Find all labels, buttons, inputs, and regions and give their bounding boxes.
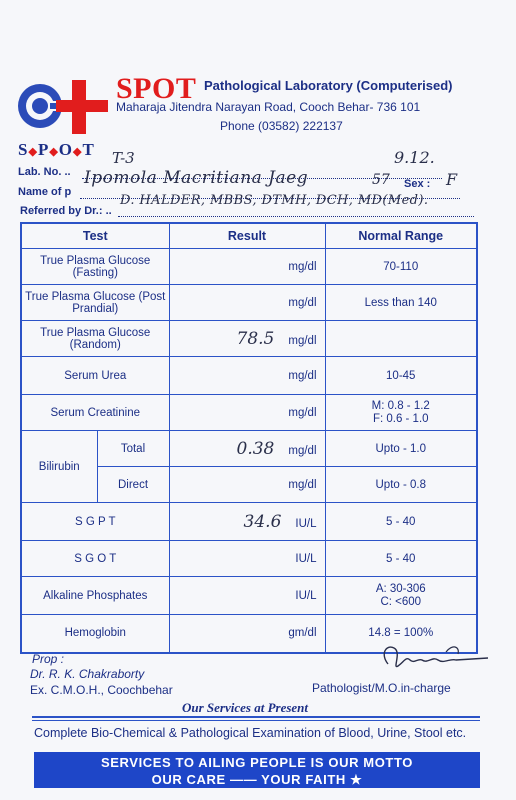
result-cell: mg/dl	[169, 249, 325, 285]
test-name: Serum Urea	[21, 357, 169, 395]
prop-name: Dr. R. K. Chakraborty	[30, 667, 145, 681]
lab-no-value: T-3	[112, 149, 135, 167]
lab-address: Maharaja Jitendra Narayan Road, Cooch Behar- 736 101	[116, 100, 421, 114]
range-cell: Upto - 1.0	[325, 431, 477, 467]
range-cell	[325, 321, 477, 357]
table-row	[21, 395, 477, 431]
patient-name-label: Name of p	[18, 186, 72, 198]
motto-banner	[34, 752, 480, 788]
patient-age-value: 57	[372, 172, 390, 188]
range-cell: 5 - 40	[325, 503, 477, 541]
result-cell: mg/dl	[169, 285, 325, 321]
table-row	[21, 577, 477, 615]
header-test: Test	[21, 223, 169, 249]
services-heading: Our Services at Present	[182, 700, 309, 715]
referred-by-value: D. HALDER, MBBS, DTMH, DCH, MD(Med).	[120, 193, 429, 208]
header-range: Normal Range	[325, 223, 477, 249]
bilirubin-total-label: Total	[97, 431, 169, 467]
prop-label: Prop :	[32, 652, 65, 666]
range-cell: A: 30-306 C: <600	[325, 577, 477, 615]
range-cell: 5 - 40	[325, 541, 477, 577]
table-row	[21, 357, 477, 395]
result-cell: 78.5 mg/dl	[169, 321, 325, 357]
result-cell: 0.38 mg/dl	[169, 431, 325, 467]
result-cell: mg/dl	[169, 395, 325, 431]
lab-logo-icon	[16, 76, 112, 138]
table-header-row	[21, 223, 477, 249]
test-name: S G P T	[21, 503, 169, 541]
result-cell: mg/dl	[169, 357, 325, 395]
test-name: Serum Creatinine	[21, 395, 169, 431]
bilirubin-label: Bilirubin	[21, 431, 97, 503]
prop-designation: Ex. C.M.O.H., Coochbehar	[30, 683, 173, 697]
lab-name: Pathological Laboratory (Computerised)	[204, 78, 453, 93]
motto-line-1: SERVICES TO AILING PEOPLE IS OUR MOTTO	[101, 755, 413, 770]
patient-name-value: Ipomola Macritiana Jaeg	[84, 168, 309, 188]
table-row	[21, 321, 477, 357]
table-row	[21, 285, 477, 321]
result-cell: IU/L	[169, 577, 325, 615]
range-cell: 14.8 = 100%	[325, 615, 477, 653]
motto-line-2: OUR CARE —— YOUR FAITH ★	[151, 772, 363, 787]
result-cell: mg/dl	[169, 467, 325, 503]
sex-label: Sex :	[404, 178, 431, 190]
test-name: True Plasma Glucose (Post Prandial)	[21, 285, 169, 321]
referred-by-label: Referred by Dr.: ..	[20, 205, 112, 217]
test-name: Hemoglobin	[21, 615, 169, 653]
signature-icon	[376, 640, 492, 676]
range-cell: Upto - 0.8	[325, 467, 477, 503]
test-name: True Plasma Glucose (Random)	[21, 321, 169, 357]
pathologist-signature-caption: Pathologist/M.O.in-charge	[312, 681, 451, 695]
table-row	[21, 503, 477, 541]
test-name: True Plasma Glucose (Fasting)	[21, 249, 169, 285]
test-name: S G O T	[21, 541, 169, 577]
result-cell: gm/dl	[169, 615, 325, 653]
range-cell: 10-45	[325, 357, 477, 395]
lab-no-label: Lab. No. ..	[18, 166, 71, 178]
date-value: 9.12.	[394, 148, 435, 167]
test-name: Alkaline Phosphates	[21, 577, 169, 615]
header-result: Result	[169, 223, 325, 249]
result-cell: 34.6 IU/L	[169, 503, 325, 541]
sex-value: F	[446, 170, 458, 189]
brand-letters: S◆P◆O◆T	[18, 140, 95, 159]
table-row	[21, 249, 477, 285]
table-row	[21, 541, 477, 577]
result-cell: IU/L	[169, 541, 325, 577]
divider-line	[32, 716, 480, 718]
bilirubin-direct-label: Direct	[97, 467, 169, 503]
range-cell: 70-110	[325, 249, 477, 285]
range-cell: Less than 140	[325, 285, 477, 321]
range-cell: M: 0.8 - 1.2 F: 0.6 - 1.0	[325, 395, 477, 431]
services-description: Complete Bio-Chemical & Pathological Examination of Blood, Urine, Stool etc.	[34, 726, 467, 740]
table-row	[21, 431, 477, 467]
results-table	[20, 222, 478, 654]
divider-line	[32, 720, 480, 721]
lab-phone: Phone (03582) 222137	[220, 119, 343, 133]
brand-title: SPOT	[116, 72, 197, 105]
